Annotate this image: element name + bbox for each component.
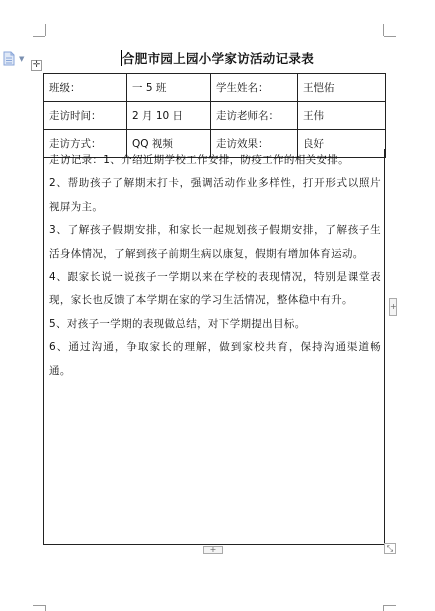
table-move-handle-icon[interactable]: ✛ [32, 60, 41, 70]
student-name-label: 学生姓名： [211, 74, 298, 102]
crop-mark-top-right-h [384, 36, 396, 37]
add-column-icon[interactable]: + [389, 298, 397, 316]
document-icon[interactable] [3, 51, 15, 66]
crop-mark-bottom-right-v [383, 605, 384, 611]
teacher-name-label: 走访老师名： [211, 102, 298, 130]
page-title: 合肥市园上园小学家访活动记录表 [122, 51, 315, 66]
class-value[interactable]: 一 5 班 [127, 74, 211, 102]
student-name-value[interactable]: 王恺佑 [298, 74, 386, 102]
visit-time-value[interactable]: 2 月 10 日 [127, 102, 211, 130]
visit-time-label: 走访时间： [44, 102, 127, 130]
add-row-icon[interactable]: + [203, 546, 223, 554]
table-row [44, 102, 386, 130]
chevron-down-icon[interactable]: ▼ [19, 55, 25, 63]
crop-mark-top-left-v [45, 24, 46, 36]
record-paragraph: 走访记录：1、介绍近期学校工作安排，防疫工作的相关安排。 [49, 154, 349, 166]
crop-mark-top-left-h [33, 36, 45, 37]
table-resize-icon[interactable]: ⤡ [384, 543, 396, 554]
crop-mark-bottom-left-v [45, 605, 46, 611]
table-row [44, 74, 386, 102]
crop-mark-bottom-left-h [33, 605, 45, 606]
class-label: 班级： [44, 74, 127, 102]
visit-record-cell[interactable] [43, 149, 385, 545]
record-paragraph: 6、通过沟通，争取家长的理解，做到家校共育，保持沟通渠道畅通。 [49, 341, 381, 377]
crop-mark-bottom-right-h [384, 605, 396, 606]
visit-result-label: 走访效果： [211, 130, 298, 158]
visit-result-value[interactable]: 良好 [298, 130, 386, 158]
crop-mark-top-right-v [383, 24, 384, 36]
record-paragraph: 2、帮助孩子了解期末打卡，强调活动作业多样性，打开形式以照片视屏为主。 [49, 177, 381, 213]
record-paragraph: 3、了解孩子假期安排，和家长一起规划孩子假期安排，了解孩子生活身体情况，了解到孩子前期生病以康复，假期有增加体育运动。 [49, 224, 381, 260]
visit-method-value[interactable]: QQ 视频 [127, 130, 211, 158]
record-paragraph: 5、对孩子一学期的表现做总结，对下学期提出目标。 [49, 317, 306, 330]
teacher-name-value[interactable]: 王伟 [298, 102, 386, 130]
record-paragraph: 4、跟家长说一说孩子一学期以来在学校的表现情况，特别是课堂表现，家长也反馈了本学期在家的学习生活情况，整体稳中有升。 [49, 271, 381, 307]
info-table [43, 73, 386, 158]
visit-method-label: 走访方式： [44, 130, 127, 158]
